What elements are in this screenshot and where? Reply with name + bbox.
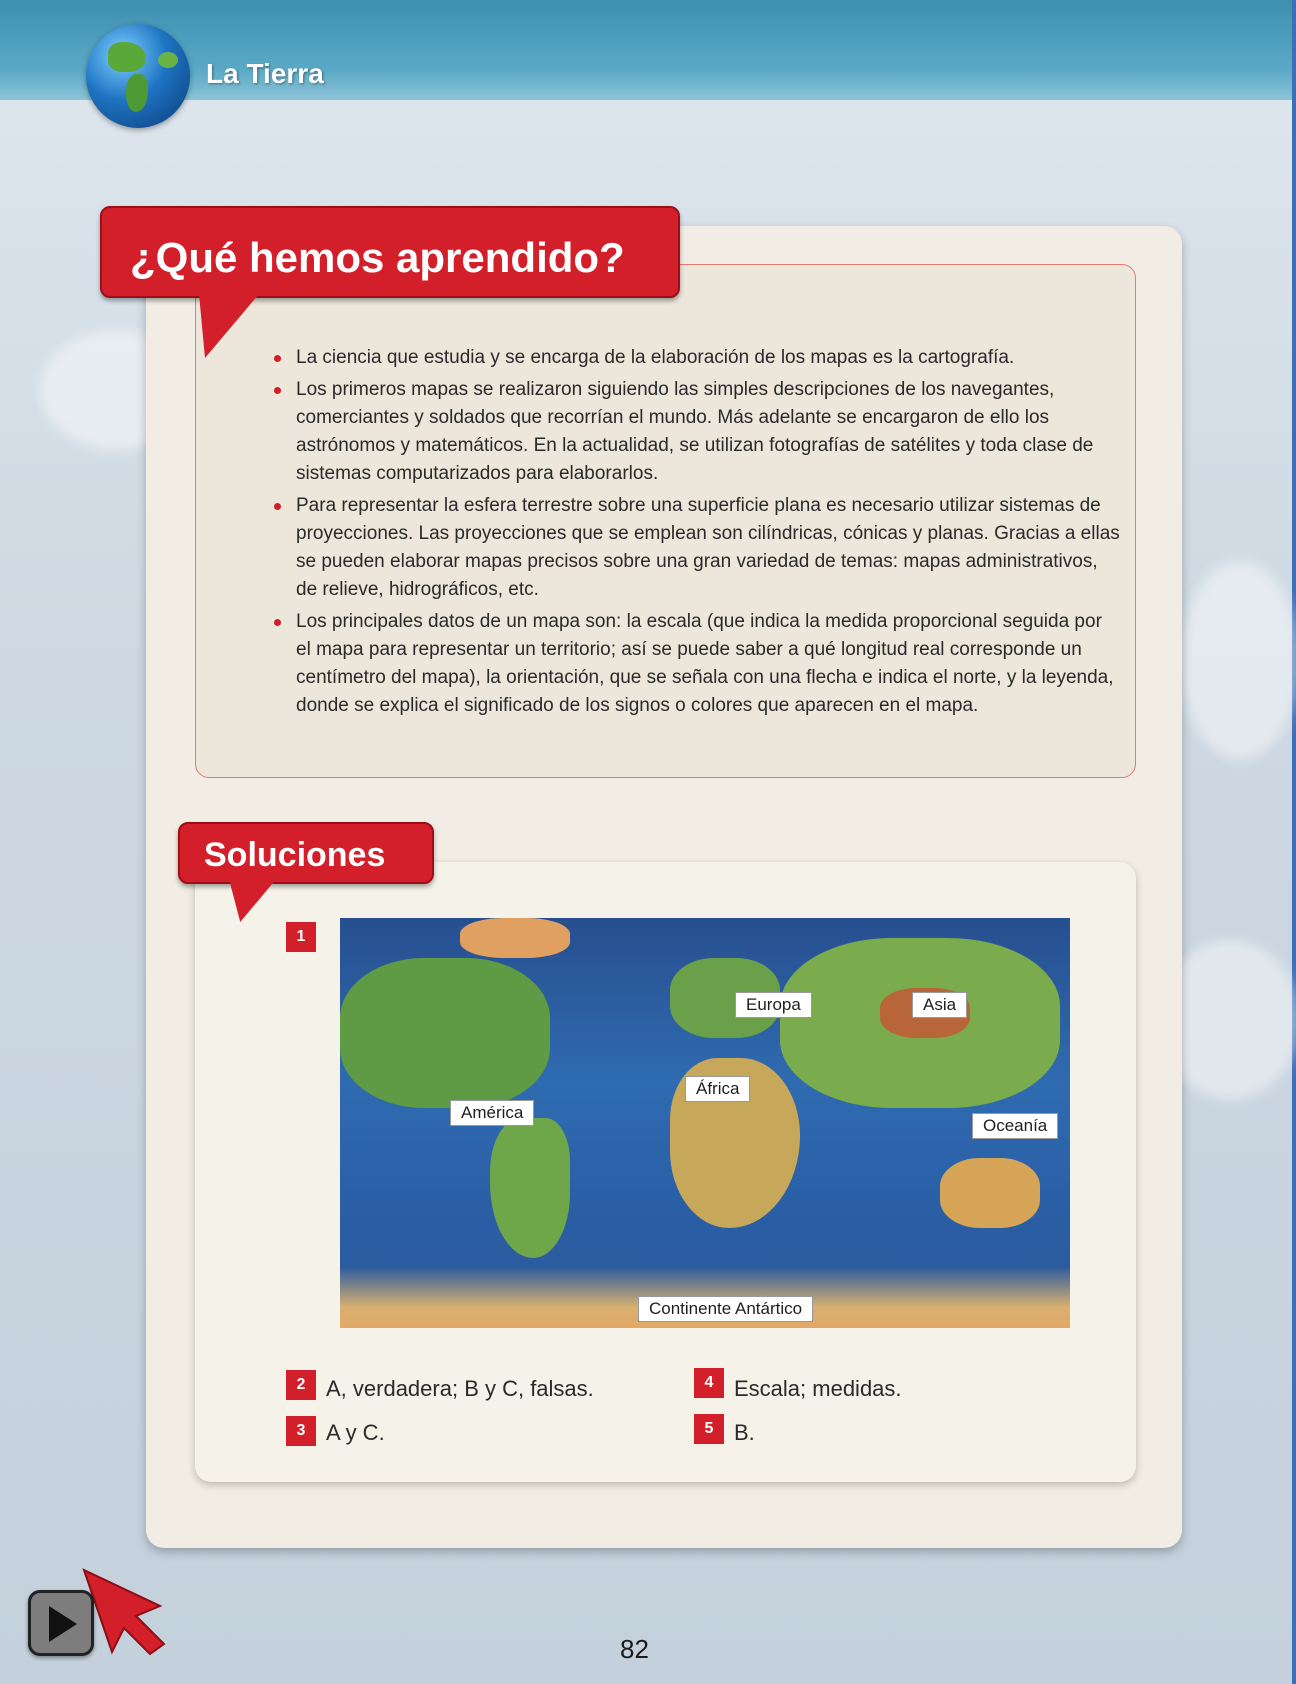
- header-band: [0, 0, 1296, 100]
- north-america-shape: [340, 958, 550, 1108]
- solution-number: 2: [286, 1370, 316, 1400]
- australia-shape: [940, 1158, 1040, 1228]
- summary-list: [270, 344, 1120, 724]
- solution-answer: B.: [734, 1420, 755, 1445]
- summary-bullet: La ciencia que estudia y se encarga de la elaboración de los mapas es la cartografía.: [270, 344, 1120, 372]
- chapter-title: La Tierra: [206, 58, 324, 89]
- page-edge: [1292, 0, 1296, 1684]
- solution-answer: A, verdadera; B y C, falsas.: [326, 1376, 594, 1401]
- solution-answer: A y C.: [326, 1420, 385, 1445]
- play-button[interactable]: [28, 1590, 94, 1656]
- globe-icon: [86, 24, 190, 128]
- solution-number: 1: [286, 922, 316, 952]
- map-label-antartida: Continente Antártico: [638, 1296, 813, 1322]
- summary-bullet: Los principales datos de un mapa son: la escala (que indica la medida proporcional seguida por el mapa para representar un territorio; así se puede saber a qué longitud real corresponde un centímetro del mapa), la orientación, que se señala con una flecha e indica el norte, y la leyenda, donde se explica el significado de los signos o colores que aparecen en el mapa.: [270, 608, 1120, 720]
- solutions-heading: Soluciones: [204, 836, 386, 874]
- summary-heading-tag: [100, 206, 680, 298]
- map-label-asia: Asia: [912, 992, 967, 1018]
- background-cloud: [1180, 560, 1296, 760]
- map-label-africa: África: [685, 1076, 750, 1102]
- solution-number: 5: [694, 1414, 724, 1444]
- solutions-heading-tag: [178, 822, 434, 884]
- solution-number: 4: [694, 1368, 724, 1398]
- summary-bullet: Para representar la esfera terrestre sobre una superficie plana es necesario utilizar sistemas de proyecciones. Las proyecciones que se emplean son cilíndricas, cónicas y planas. Gracias a ellas se pueden elaborar mapas precisos sobre una gran variedad de temas: mapas administrativos, de relieve, hidrográficos, etc.: [270, 492, 1120, 604]
- page-number: 82: [620, 1634, 649, 1664]
- world-map: [340, 918, 1070, 1328]
- solution-number: 3: [286, 1416, 316, 1446]
- map-label-oceania: Oceanía: [972, 1113, 1058, 1139]
- solution-answer: Escala; medidas.: [734, 1376, 902, 1401]
- greenland-shape: [460, 918, 570, 958]
- summary-bullet: Los primeros mapas se realizaron siguiendo las simples descripciones de los navegantes, comerciantes y soldados que recorrían el mundo. Más adelante se encargaron de ello los astrónomos y matemáticos. En la actualidad, se utilizan fotografías de satélites y toda clase de sistemas computarizados para elaborarlos.: [270, 376, 1120, 488]
- map-label-europa: Europa: [735, 992, 812, 1018]
- map-label-america: América: [450, 1100, 534, 1126]
- summary-heading: ¿Qué hemos aprendido?: [130, 234, 625, 281]
- south-america-shape: [490, 1118, 570, 1258]
- play-icon: [49, 1606, 77, 1642]
